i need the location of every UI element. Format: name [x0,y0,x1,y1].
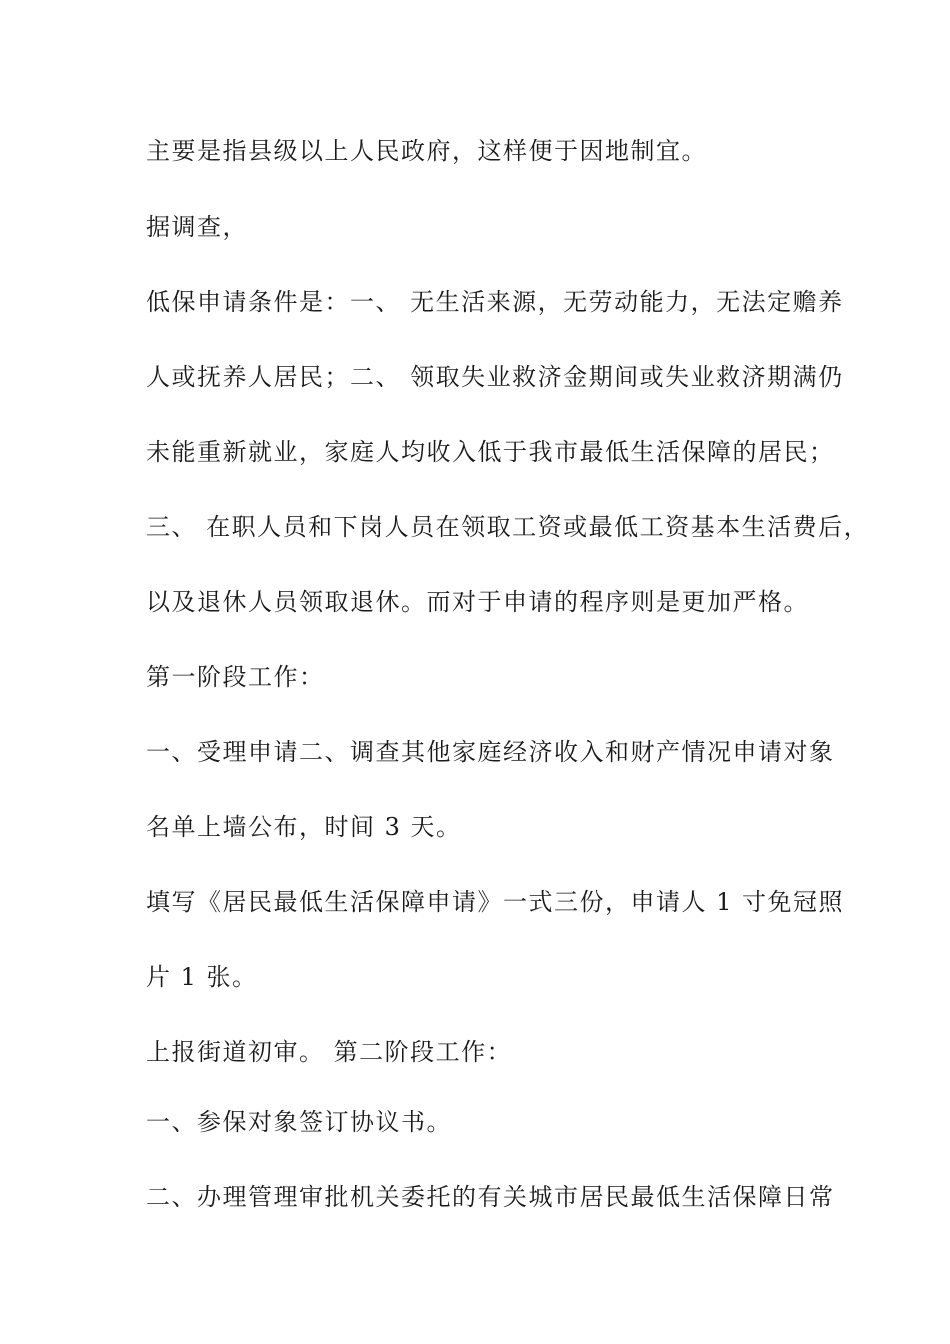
text-line: 未能重新就业，家庭人均收入低于我市最低生活保障的居民； [146,438,835,466]
section-heading: 第一阶段工作： [146,663,325,691]
text-line: 名单上墙公布，时间 3 天。 [146,813,462,841]
text-line: 主要是指县级以上人民政府，这样便于因地制宜。 [146,137,707,165]
text-line: 片 1 张。 [146,963,258,991]
text-line: 人或抚养人居民；二、 领取失业救济金期间或失业救济期满仍 [146,363,844,391]
text-line: 上报街道初审。 第二阶段工作： [146,1038,513,1066]
text-line: 二、办理管理审批机关委托的有关城市居民最低生活保障日常 [146,1183,835,1211]
text-line: 三、 在职人员和下岗人员在领取工资或最低工资基本生活费后， [146,513,870,541]
text-line: 一、受理申请二、调查其他家庭经济收入和财产情况申请对象 [146,738,835,766]
text-line: 填写《居民最低生活保障申请》一式三份，申请人 1 寸免冠照 [146,888,845,916]
text-line: 一、参保对象签订协议书。 [146,1108,452,1136]
text-line: 低保申请条件是：一、 无生活来源，无劳动能力，无法定赡养 [146,288,844,316]
text-line: 据调查， [146,213,248,241]
text-line: 以及退休人员领取退休。而对于申请的程序则是更加严格。 [146,588,809,616]
